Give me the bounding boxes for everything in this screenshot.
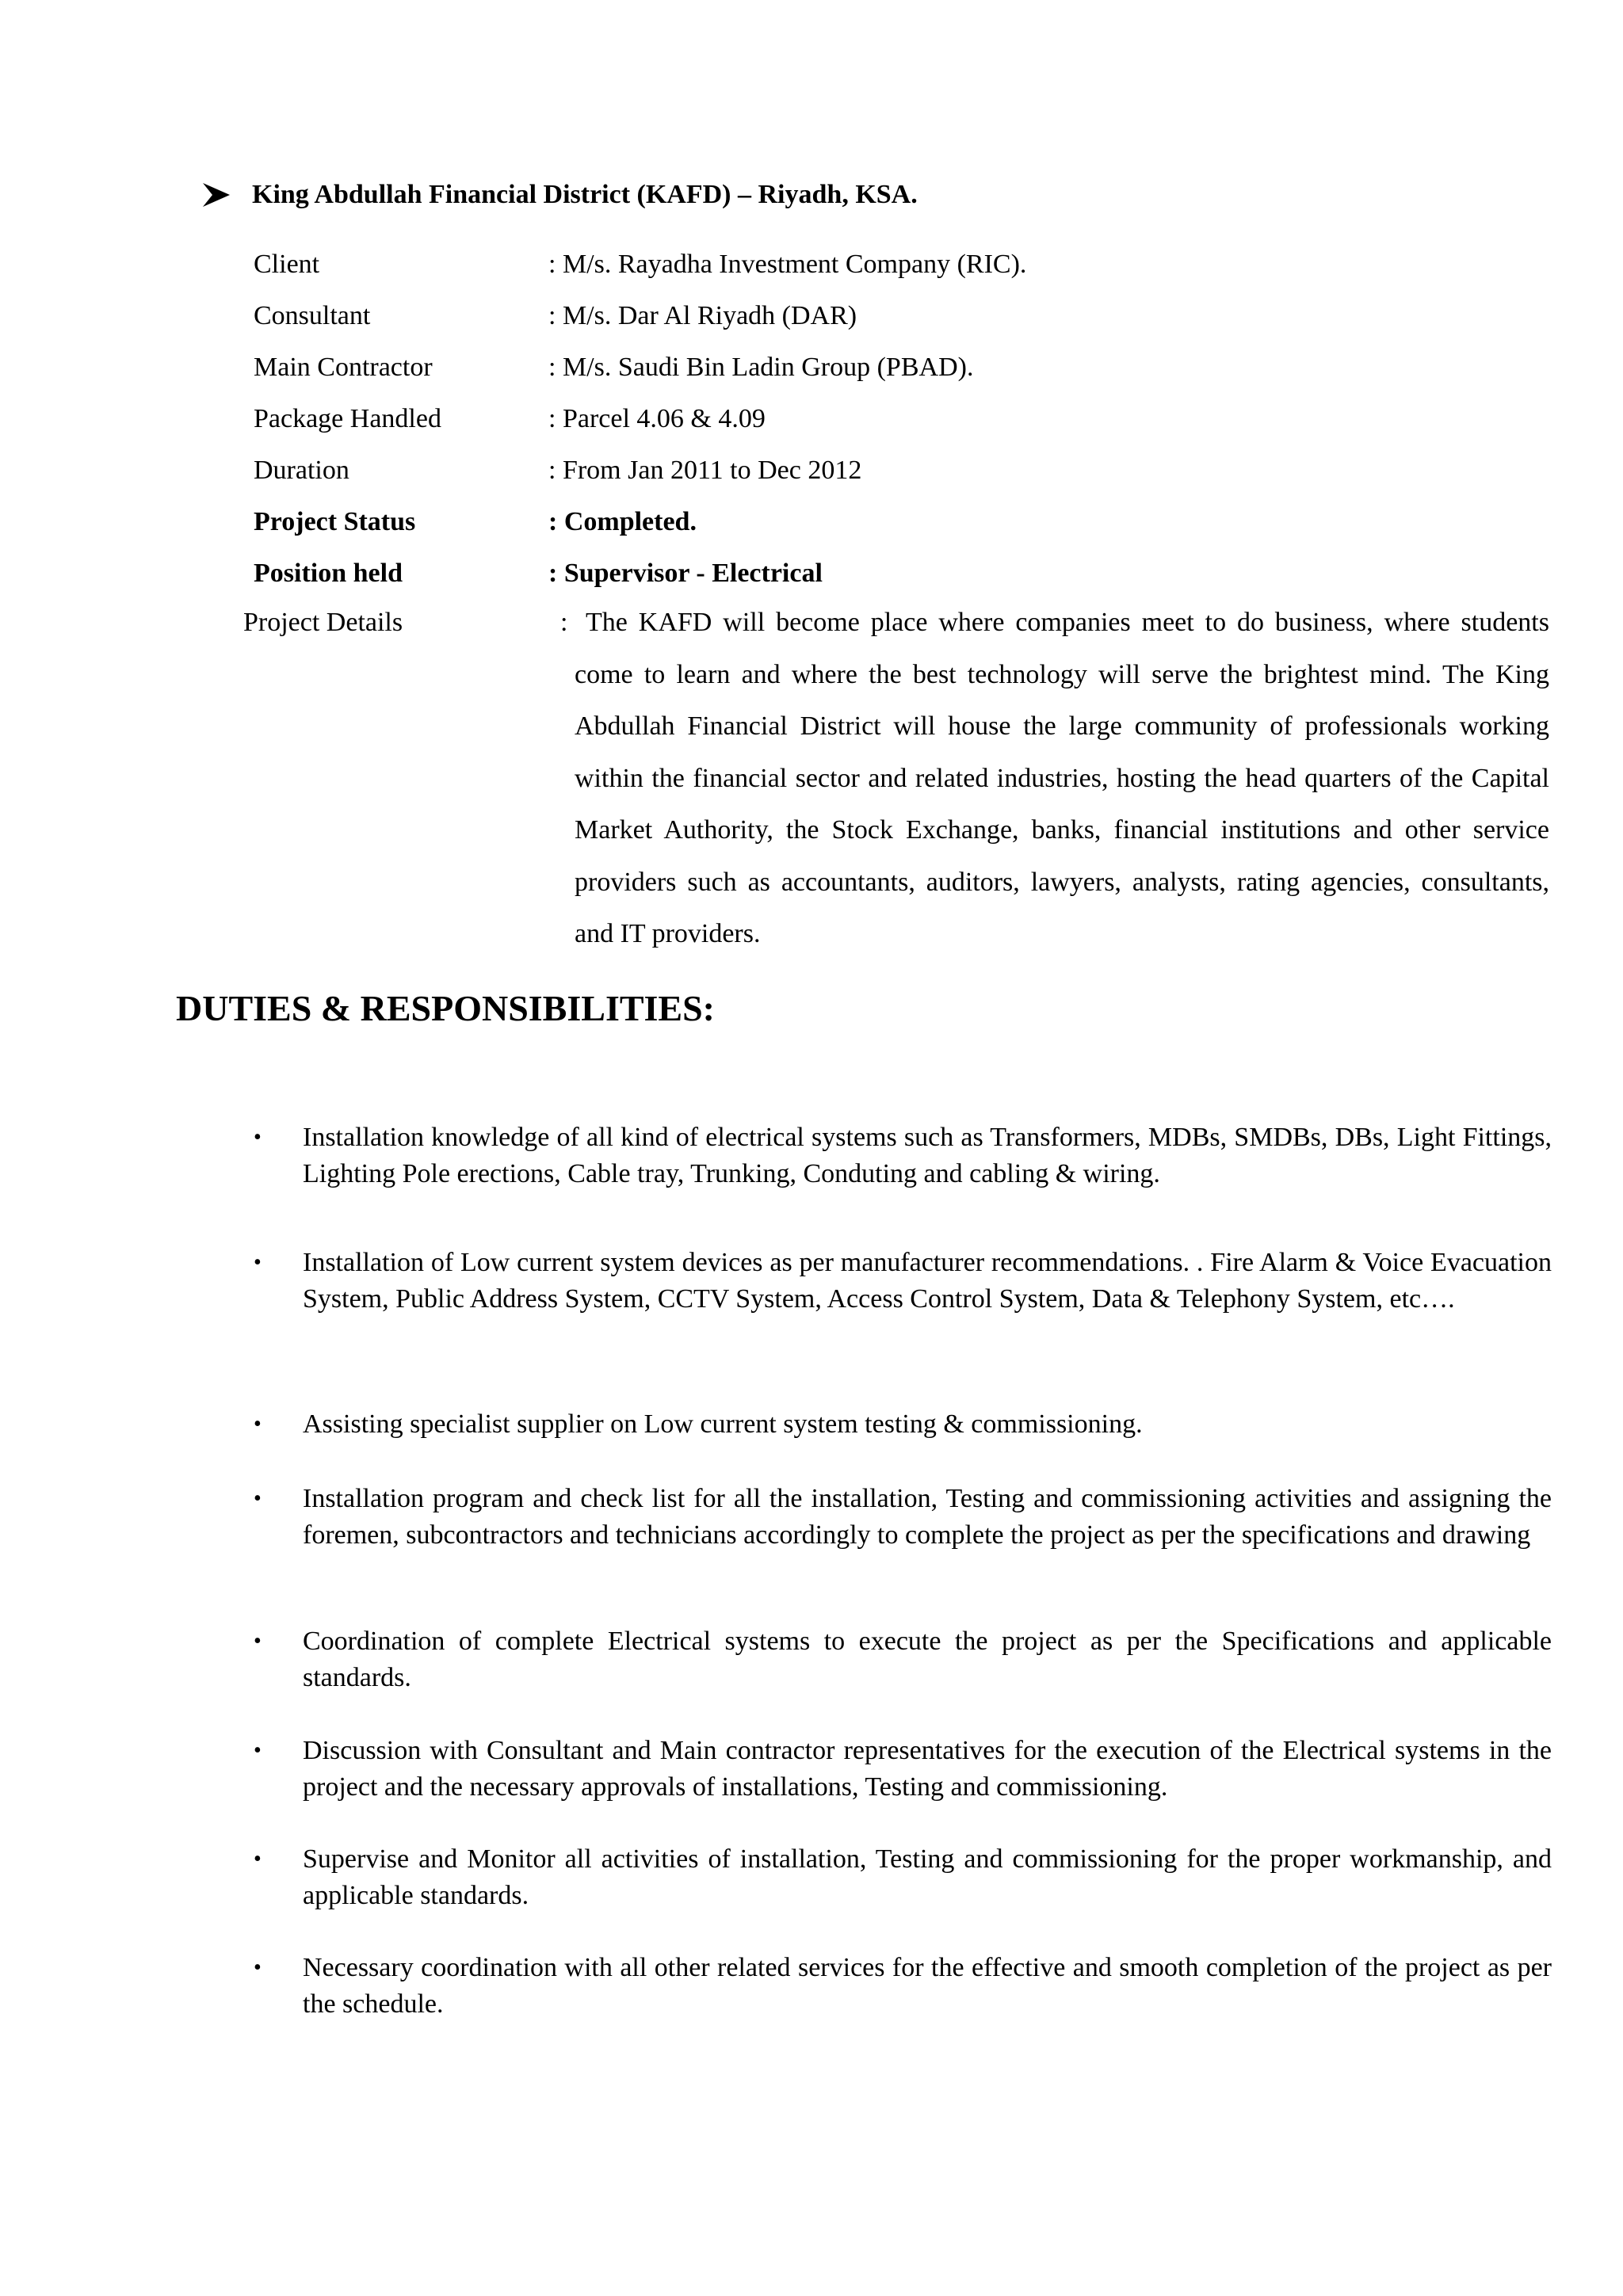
bullet-icon: •: [254, 1847, 262, 1871]
info-value: : M/s. Dar Al Riyadh (DAR): [548, 301, 857, 330]
info-row-client: [254, 246, 1553, 297]
info-row-duration: [254, 452, 1553, 503]
info-row-consultant: [254, 297, 1553, 349]
bullet-icon: •: [254, 1738, 262, 1763]
project-details-label: Project Details: [243, 608, 403, 637]
info-row-package: [254, 400, 1553, 452]
info-label: Main Contractor: [254, 353, 433, 382]
duty-text: Coordination of complete Electrical systems to execute the project as per the Specifications and applicable standards.: [303, 1627, 1552, 1692]
duty-text: Installation program and check list for all the installation, Testing and commissioning activities and assigning the foremen, subcontractors and technicians accordingly to complete the project as per the specifications and drawing: [303, 1484, 1552, 1550]
duties-section-title: DUTIES & RESPONSIBILITIES:: [176, 988, 716, 1028]
bullet-icon: •: [254, 1125, 262, 1150]
duty-text: Installation knowledge of all kind of electrical systems such as Transformers, MDBs, SMDBs, DBs, Light Fittings, Lighting Pole erections, Cable tray, Trunking, Conduting and cabling & wiring.: [303, 1123, 1552, 1188]
info-value: : M/s. Rayadha Investment Company (RIC).: [548, 250, 1027, 279]
info-row-project-status: [254, 503, 1553, 555]
duty-text: Supervise and Monitor all activities of installation, Testing and commissioning for the proper workmanship, and applicable standards.: [303, 1844, 1552, 1910]
project-header: [203, 176, 1550, 214]
info-label: Consultant: [254, 301, 371, 330]
info-row-main-contractor: [254, 349, 1553, 400]
bullet-icon: •: [254, 1250, 262, 1275]
duty-text: Assisting specialist supplier on Low current system testing & commissioning.: [303, 1409, 1143, 1439]
bullet-icon: •: [254, 1629, 262, 1653]
project-details-text: The KAFD will become place where companies meet to do business, where students come to learn and where the best technology will serve the brightest mind. The King Abdullah Financial District will house the large community of professionals working within the financial sector and related industries, hosting the head quarters of the Capital Market Authority, the Stock Exchange, banks, financial institutions and other service providers such as accountants, auditors, lawyers, analysts, rating agencies, consultants, and IT providers.: [575, 608, 1549, 948]
info-value: : Supervisor - Electrical: [548, 559, 823, 588]
project-details-colon: :: [560, 608, 568, 637]
info-label: Client: [254, 250, 320, 279]
duty-text: Discussion with Consultant and Main contractor representatives for the execution of the Electrical systems in the project and the necessary approvals of installations, Testing and commissioning.: [303, 1736, 1552, 1802]
project-info-table: [254, 246, 1553, 606]
info-label: Package Handled: [254, 404, 441, 433]
arrow-bullet-icon: [203, 183, 230, 207]
info-label: Position held: [254, 559, 403, 588]
duty-text: Installation of Low current system devices as per manufacturer recommendations. . Fire Alarm & Voice Evacuation System, Public Address System, CCTV System, Access Control System, Data & Telephony System, etc….: [303, 1248, 1552, 1314]
bullet-icon: •: [254, 1955, 262, 1980]
info-value: : Completed.: [548, 507, 697, 536]
info-value: : Parcel 4.06 & 4.09: [548, 404, 766, 433]
info-value: : M/s. Saudi Bin Ladin Group (PBAD).: [548, 353, 974, 382]
bullet-icon: •: [254, 1412, 262, 1436]
bullet-icon: •: [254, 1486, 262, 1511]
info-value: : From Jan 2011 to Dec 2012: [548, 456, 862, 485]
info-label: Duration: [254, 456, 349, 485]
duty-text: Necessary coordination with all other related services for the effective and smooth completion of the project as per the schedule.: [303, 1953, 1552, 2019]
info-label: Project Status: [254, 507, 416, 536]
project-title: King Abdullah Financial District (KAFD) – Riyadh, KSA.: [252, 180, 918, 209]
